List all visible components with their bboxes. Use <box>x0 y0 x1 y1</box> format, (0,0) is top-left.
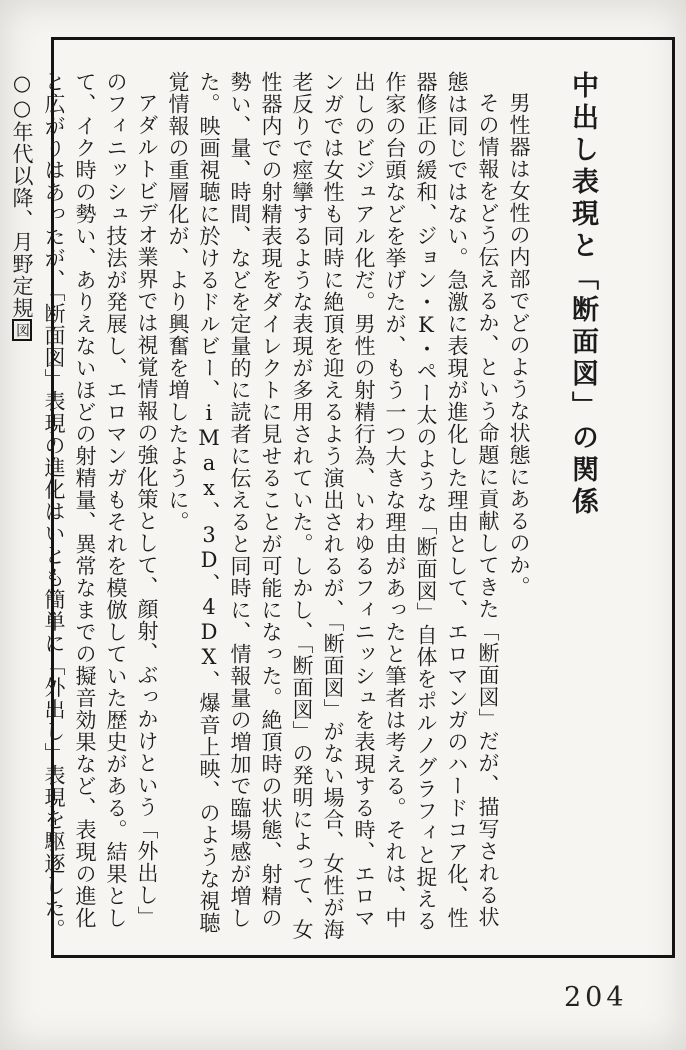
page-number: 204 <box>564 982 628 1013</box>
vertical-text-block <box>10 71 604 941</box>
body-paragraph <box>503 71 534 941</box>
body-paragraph-text: 男性器は女性の内部でどのような状態にあるのか。 <box>507 92 531 598</box>
chapter-title: 中出し表現と「断面図」の関係 <box>567 71 598 519</box>
figure-reference-mark: 図 <box>12 319 32 341</box>
body-paragraph <box>162 71 503 941</box>
page-border-frame <box>10 37 675 958</box>
body-paragraph-text: アダルトビデオ業界では視覚情報の強化策として、顔射、ぶっかけという「外出し」のフィニッシュ技法が発展し、エロマンガもそれを模倣していた歴史がある。結果として、イク時の勢い、ありえないほどの射精量、異常なまでの擬音効果など、表現の進化と広がりはあったが、「断面図」表現の進化はいとも簡単に「外出し」表現を駆逐した。○○年代以降、月野定規 <box>10 71 159 941</box>
body-paragraph <box>6 71 162 941</box>
body-paragraph-text: その情報をどう伝えるか、という命題に貢献してきた「断面図」だが、描写される状態は同じではない。急激に表現が進化した理由として、エロマンガのハードコア化、性器修正の緩和、ジョン・K・ペー太のような「断面図」自体をポルノグラフィと捉える作家の台頭などを挙げたが、もう一つ大きな理由があったと筆者は考える。それは、中出しのビジュアル化だ。男性の射精行為、いわゆるフィニッシュを表現する時、エロマンガでは女性も同時に絶頂を迎えるよう演出されるが、「断面図」がない場合、女性が海老反りで痙攣するような表現が多用されていた。しかし、「断面図」の発明によって、女性器内での射精表現をダイレクトに見せることが可能になった。絶頂時の状態、射精の勢い、量、時間、などを定量的に読者に伝えると同時に、情報量の増加で臨場感が増した。映画視聴に於けるドルビー、iMax、3D、4DX、爆音上映、のような視聴覚情報の重層化が、より興奮を増したように。 <box>166 71 500 941</box>
